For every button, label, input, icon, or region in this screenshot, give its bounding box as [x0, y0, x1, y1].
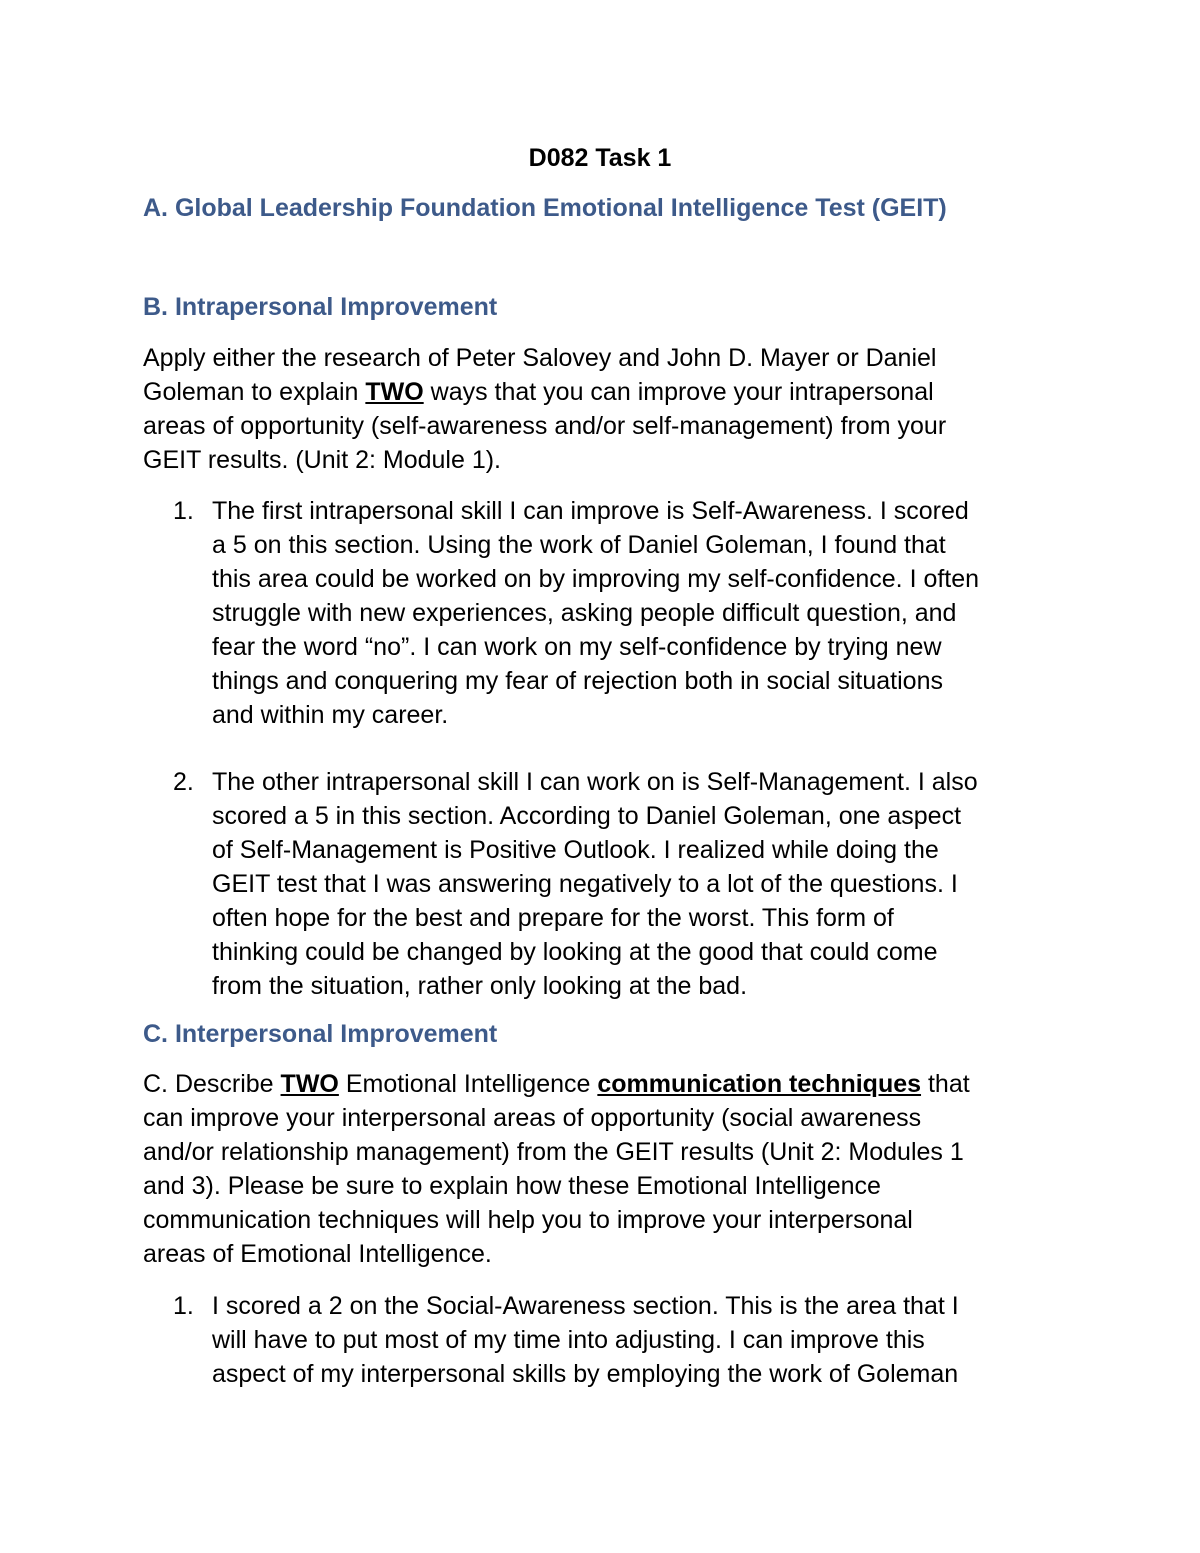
prompt-text: ways that you can improve your intrapersonal	[423, 378, 934, 406]
list-item-text	[212, 1289, 959, 1391]
prompt-line: GEIT results. (Unit 2: Module 1).	[143, 446, 501, 474]
prompt-text: Emotional Intelligence	[338, 1070, 598, 1098]
section-c-heading: C. Interpersonal Improvement	[143, 1020, 498, 1048]
list-number: 1.	[173, 497, 194, 525]
prompt-line: and 3). Please be sure to explain how these Emotional Intelligence	[143, 1172, 881, 1200]
list-line: and within my career.	[212, 701, 449, 729]
document-title: D082 Task 1	[528, 144, 672, 172]
list-item-text	[212, 765, 978, 1003]
list-line: GEIT test that I was answering negatively to a lot of the questions. I	[212, 870, 958, 898]
prompt-text: Goleman to explain	[143, 378, 366, 406]
emphasis-two: TWO	[280, 1070, 339, 1098]
list-line: thinking could be changed by looking at the good that could come	[212, 938, 938, 966]
list-line: this area could be worked on by improving my self-confidence. I often	[212, 565, 980, 593]
prompt-line	[143, 375, 1063, 409]
list-line: aspect of my interpersonal skills by employing the work of Goleman	[212, 1360, 959, 1388]
list-line: from the situation, rather only looking at the bad.	[212, 972, 748, 1000]
list-number: 2.	[173, 768, 194, 796]
list-line: things and conquering my fear of rejection both in social situations	[212, 667, 943, 695]
list-line: will have to put most of my time into adjusting. I can improve this	[212, 1326, 925, 1354]
prompt-text: C. Describe	[143, 1070, 281, 1098]
prompt-line: can improve your interpersonal areas of opportunity (social awareness	[143, 1104, 922, 1132]
section-a-heading: A. Global Leadership Foundation Emotional Intelligence Test (GEIT)	[143, 194, 947, 222]
list-line: struggle with new experiences, asking people difficult question, and	[212, 599, 957, 627]
list-item-text	[212, 494, 979, 732]
prompt-line: communication techniques will help you to improve your interpersonal	[143, 1206, 913, 1234]
prompt-text: that	[921, 1070, 970, 1098]
list-line: often hope for the best and prepare for the worst. This form of	[212, 904, 894, 932]
prompt-line: Apply either the research of Peter Salovey and John D. Mayer or Daniel	[143, 344, 937, 372]
section-b-prompt	[143, 341, 1063, 477]
emphasis-communication-techniques: communication techniques	[597, 1070, 922, 1098]
prompt-line	[143, 1067, 1063, 1101]
prompt-line: areas of Emotional Intelligence.	[143, 1240, 492, 1268]
list-line: of Self-Management is Positive Outlook. I realized while doing the	[212, 836, 939, 864]
prompt-line: and/or relationship management) from the GEIT results (Unit 2: Modules 1	[143, 1138, 964, 1166]
list-line: a 5 on this section. Using the work of Daniel Goleman, I found that	[212, 531, 946, 559]
emphasis-two: TWO	[365, 378, 424, 406]
list-number: 1.	[173, 1292, 194, 1320]
prompt-line: areas of opportunity (self-awareness and/or self-management) from your	[143, 412, 947, 440]
list-line: I scored a 2 on the Social-Awareness section. This is the area that I	[212, 1292, 959, 1320]
list-line: fear the word “no”. I can work on my self-confidence by trying new	[212, 633, 942, 661]
list-line: scored a 5 in this section. According to Daniel Goleman, one aspect	[212, 802, 962, 830]
list-line: The first intrapersonal skill I can improve is Self-Awareness. I scored	[212, 497, 969, 525]
section-b-heading: B. Intrapersonal Improvement	[143, 293, 498, 321]
list-line: The other intrapersonal skill I can work on is Self-Management. I also	[212, 768, 978, 796]
section-c-prompt	[143, 1067, 1063, 1271]
